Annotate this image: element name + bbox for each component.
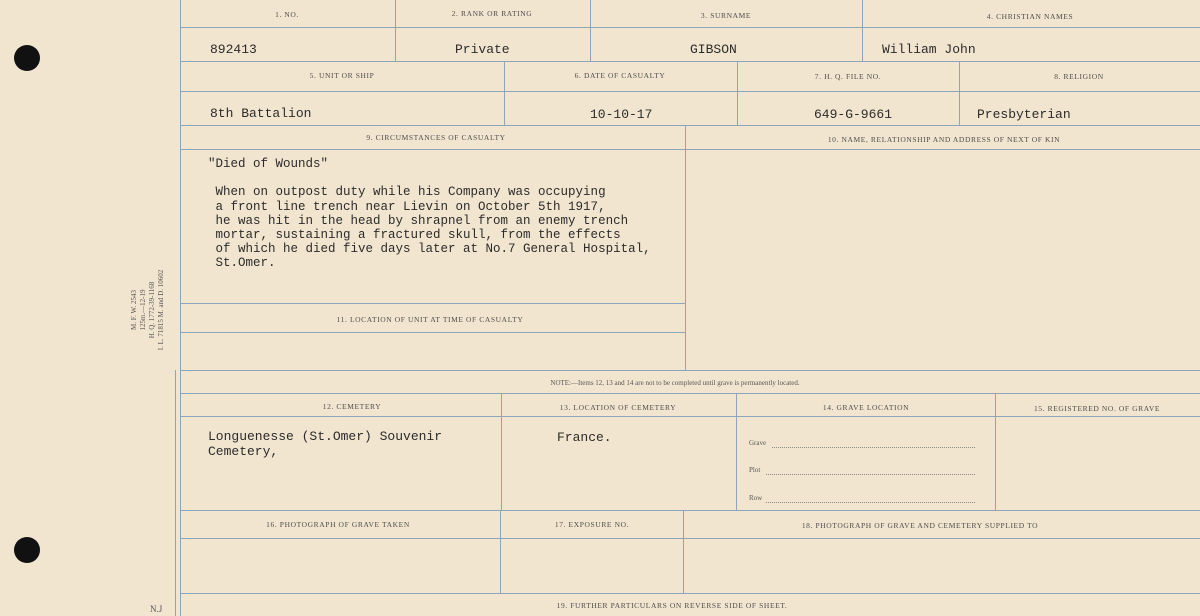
grave-field-line <box>772 447 975 448</box>
note-top-line <box>180 370 1200 371</box>
row3-sub-line <box>180 149 1200 150</box>
row1-divider-1 <box>395 0 396 61</box>
row2-mid-line <box>180 91 1200 92</box>
circumstances-text: "Died of Wounds" When on outpost duty while his Company was occupying a front line trench near Lievin on October 5th 1917, he was hit in the head by shrapnel from an enemy trench mortar, sustaining a fractured skull, from the effects of which he died five days later at No.7 General Hospital, St.Omer. <box>208 157 651 271</box>
corner-mark: N.J <box>150 604 163 614</box>
rank-label: 2. RANK OR RATING <box>451 9 533 18</box>
binder-hole-bottom <box>14 537 40 563</box>
service-number-label: 1. NO. <box>275 10 299 19</box>
binder-hole-top <box>14 45 40 71</box>
date-of-casualty-label: 6. DATE OF CASUALTY <box>574 71 666 80</box>
unit-value: 8th Battalion <box>210 106 312 121</box>
location-of-cemetery-value: France. <box>557 430 612 445</box>
religion-value: Presbyterian <box>977 107 1071 122</box>
hq-file-label: 7. H. Q. FILE NO. <box>814 72 882 81</box>
registered-no-label: 15. REGISTERED NO. OF GRAVE <box>1033 404 1161 413</box>
left-margin-line <box>180 0 181 616</box>
location-of-cemetery-label: 13. LOCATION OF CEMETERY <box>559 403 677 412</box>
row6-bottom-line <box>180 593 1200 594</box>
row2-divider-1 <box>504 61 505 125</box>
row-field-label: Row <box>749 494 763 502</box>
row6-mid-line <box>180 538 1200 539</box>
surname-label: 3. SURNAME <box>700 11 752 20</box>
row1-divider-3 <box>862 0 863 61</box>
row4-top-line <box>180 303 685 304</box>
note-bottom-line <box>180 393 1200 394</box>
religion-label: 8. RELIGION <box>1054 72 1104 81</box>
service-number-value: 892413 <box>210 42 257 57</box>
grave-field-label: Grave <box>749 439 767 447</box>
row1-bottom-line <box>180 61 1200 62</box>
row5-bottom-line <box>180 510 1200 511</box>
next-of-kin-label: 10. NAME, RELATIONSHIP AND ADDRESS OF NEXT OF KIN <box>827 135 1061 144</box>
location-of-unit-label: 11. LOCATION OF UNIT AT TIME OF CASUALTY <box>336 315 524 324</box>
hq-file-value: 649-G-9661 <box>814 107 893 122</box>
plot-field-label: Plot <box>749 466 761 474</box>
row6-divider-1 <box>500 510 501 593</box>
grave-note: NOTE:—Items 12, 13 and 14 are not to be completed until grave is permanently located. <box>550 379 800 387</box>
plot-field-line <box>766 474 975 475</box>
form-print-code: M. F. W. 2543 125m.—12-19 H. Q. 1772-39-1168 I. L. 71815 M. and D. 10602 <box>130 269 165 351</box>
photo-supplied-label: 18. PHOTOGRAPH OF GRAVE AND CEMETERY SUPPLIED TO <box>801 521 1039 530</box>
date-of-casualty-value: 10-10-17 <box>590 107 653 122</box>
circumstances-label: 9. CIRCUMSTANCES OF CASUALTY <box>366 133 506 142</box>
left-margin-line-2 <box>175 370 176 616</box>
row5-divider-2 <box>736 393 737 510</box>
rank-value: Private <box>455 42 510 57</box>
exposure-no-label: 17. EXPOSURE NO. <box>554 520 630 529</box>
christian-names-label: 4. CHRISTIAN NAMES <box>986 12 1074 21</box>
photo-taken-label: 16. PHOTOGRAPH OF GRAVE TAKEN <box>266 520 410 529</box>
grave-location-label: 14. GRAVE LOCATION <box>822 403 910 412</box>
row2-bottom-line <box>180 125 1200 126</box>
further-particulars-label: 19. FURTHER PARTICULARS ON REVERSE SIDE OF SHEET. <box>556 601 788 610</box>
row2-divider-2 <box>737 61 738 125</box>
christian-names-value: William John <box>882 42 976 57</box>
row3-divider <box>685 125 686 370</box>
row5-mid-line <box>180 416 1200 417</box>
surname-value: GIBSON <box>690 42 737 57</box>
row1-divider-2 <box>590 0 591 61</box>
row2-divider-3 <box>959 61 960 125</box>
row1-mid-line <box>180 27 1200 28</box>
row6-divider-2 <box>683 510 684 593</box>
row-field-line <box>766 502 975 503</box>
cemetery-value: Longuenesse (St.Omer) Souvenir Cemetery, <box>208 429 443 459</box>
unit-label: 5. UNIT OR SHIP <box>309 71 375 80</box>
row4-mid-line <box>180 332 685 333</box>
row5-divider-1 <box>501 393 502 510</box>
cemetery-label: 12. CEMETERY <box>322 402 382 411</box>
row5-divider-3 <box>995 393 996 510</box>
